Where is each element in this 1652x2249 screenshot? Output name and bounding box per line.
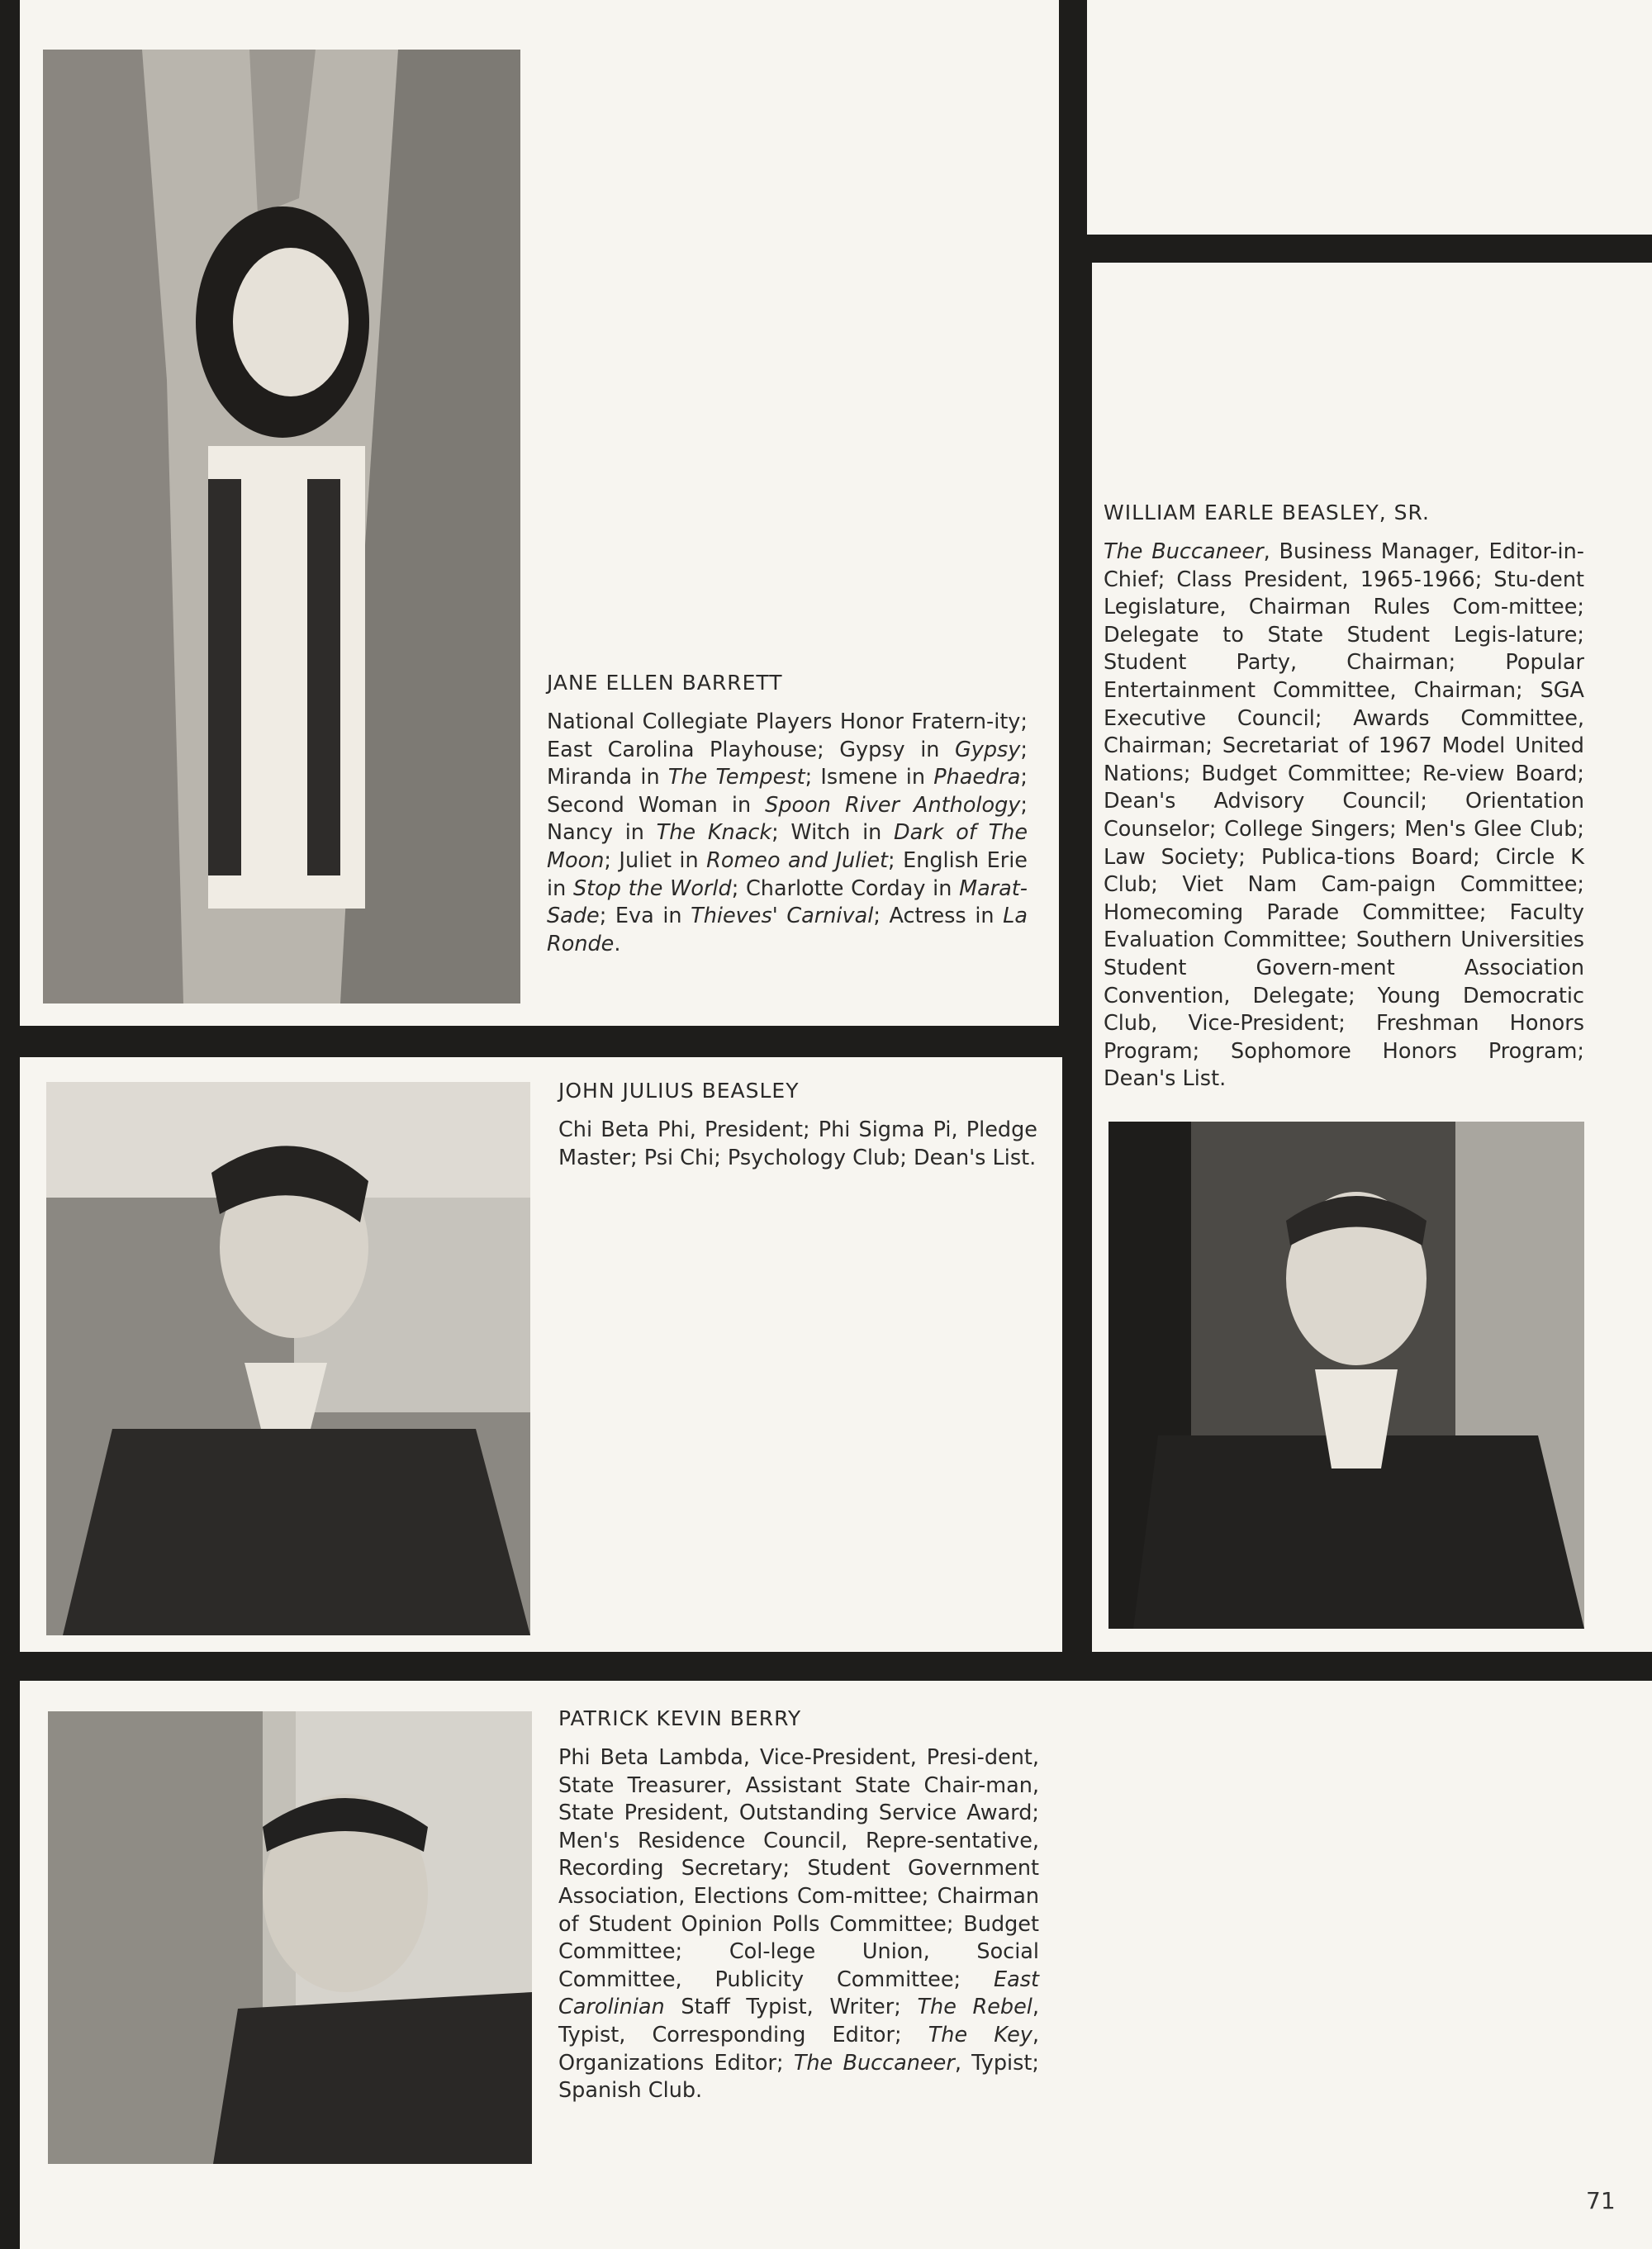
- bio-title-text: Phaedra: [933, 765, 1021, 790]
- bio-text: , Organizations Editor;: [558, 2022, 1039, 2076]
- bio-title-text: Romeo and Juliet: [706, 847, 889, 873]
- bio-title-text: Spoon River Anthology: [765, 792, 1021, 818]
- name-patrick-kevin-berry: PATRICK KEVIN BERRY: [558, 1706, 802, 1730]
- bio-text: ; Nancy in: [547, 792, 1028, 846]
- name-william-earle-beasley: WILLIAM EARLE BEASLEY, SR.: [1104, 501, 1430, 524]
- bio-text: .: [614, 931, 621, 956]
- bio-title-text: Marat-Sade: [547, 875, 1028, 929]
- photo-jane-ellen-barrett: [43, 50, 520, 1004]
- panel-top-right-blank: [1087, 0, 1652, 235]
- bio-title-text: Stop the World: [572, 875, 732, 901]
- bio-title-text: The Buccaneer: [1104, 539, 1264, 564]
- bio-john-julius-beasley: [558, 1117, 1037, 1172]
- bio-title-text: East Carolinian: [558, 1967, 1039, 2020]
- bio-text: Phi Beta Lambda, Vice-President, Presi-dent, State Treasurer, Assistant State Chair-man, State President, Outstanding Service Award; Men's Residence Council, Repre-sentative, Recording Secretary; Student Government Association, Elections Com-mittee; Chairman of Student Opinion Polls Committee; Budget Committee; Col-lege Union, Social Committee, Publicity Committee;: [558, 1745, 1039, 1992]
- bio-text: ; Witch in: [771, 820, 895, 846]
- bio-text: ; Miranda in: [547, 737, 1028, 790]
- photo-william-earle-beasley: [1108, 1122, 1584, 1629]
- bio-text: ; Charlotte Corday in: [731, 875, 960, 901]
- bio-title-text: Gypsy: [954, 737, 1021, 762]
- bio-text: ; Ismene in: [805, 765, 934, 790]
- name-jane-ellen-barrett: JANE ELLEN BARRETT: [547, 671, 783, 695]
- bio-text: ; Juliet in: [604, 847, 707, 873]
- bio-title-text: La Ronde: [547, 904, 1028, 956]
- bio-title-text: Thieves' Carnival: [691, 904, 874, 929]
- bio-title-text: The Knack: [656, 820, 772, 846]
- bio-title-text: Dark of The Moon: [547, 820, 1028, 873]
- bio-title-text: The Rebel: [917, 1995, 1032, 2020]
- bio-text: , Typist; Spanish Club.: [558, 2050, 1039, 2104]
- bio-jane-ellen-barrett: [547, 709, 1028, 958]
- photo-john-julius-beasley: [46, 1082, 530, 1635]
- bio-text: National Collegiate Players Honor Fratern-ity; East Carolina Playhouse; Gypsy in: [547, 709, 1028, 762]
- bio-title-text: The Key: [928, 2022, 1032, 2047]
- bio-text: , Business Manager, Editor-in-Chief; Class President, 1965-1966; Stu-dent Legislature, Chairman Rules Com-mittee; Delegate to State Student Legis-lature; Student Party, Chairman; Popular Entertainment Committee, Chairman; SGA Executive Council; Awards Committee, Chairman; Secretariat of 1967 Model United Nations; Budget Committee; Re-view Board; Dean's Advisory Council; Orientation Counselor; College Singers; Men's Glee Club; Law Society; Publica-tions Board; Circle K Club; Viet Nam Cam-paign Committee; Homecoming Parade Committee; Faculty Evaluation Committee; Southern Universities Student Govern-ment Association Convention, Delegate; Young Democratic Club, Vice-President; Freshman Honors Program; Sophomore Honors Program; Dean's List.: [1104, 539, 1584, 1092]
- bio-text: ; Second Woman in: [547, 765, 1028, 818]
- bio-text: Staff Typist, Writer;: [664, 1995, 918, 2020]
- photo-patrick-kevin-berry: [48, 1711, 532, 2164]
- bio-william-earle-beasley: [1104, 539, 1584, 1094]
- bio-text: Chi Beta Phi, President; Phi Sigma Pi, Pledge Master; Psi Chi; Psychology Club; Dean's List.: [558, 1117, 1037, 1170]
- bio-title-text: The Buccaneer: [793, 2050, 955, 2076]
- bio-title-text: The Tempest: [667, 765, 805, 790]
- name-john-julius-beasley: JOHN JULIUS BEASLEY: [558, 1079, 800, 1103]
- bio-patrick-kevin-berry: [558, 1744, 1039, 2105]
- bio-text: ; Actress in: [873, 904, 1004, 929]
- bio-text: ; English Erie in: [547, 847, 1028, 901]
- page-number: 71: [1586, 2187, 1616, 2214]
- bio-text: ; Eva in: [599, 904, 691, 929]
- bio-text: , Typist, Corresponding Editor;: [558, 1995, 1039, 2047]
